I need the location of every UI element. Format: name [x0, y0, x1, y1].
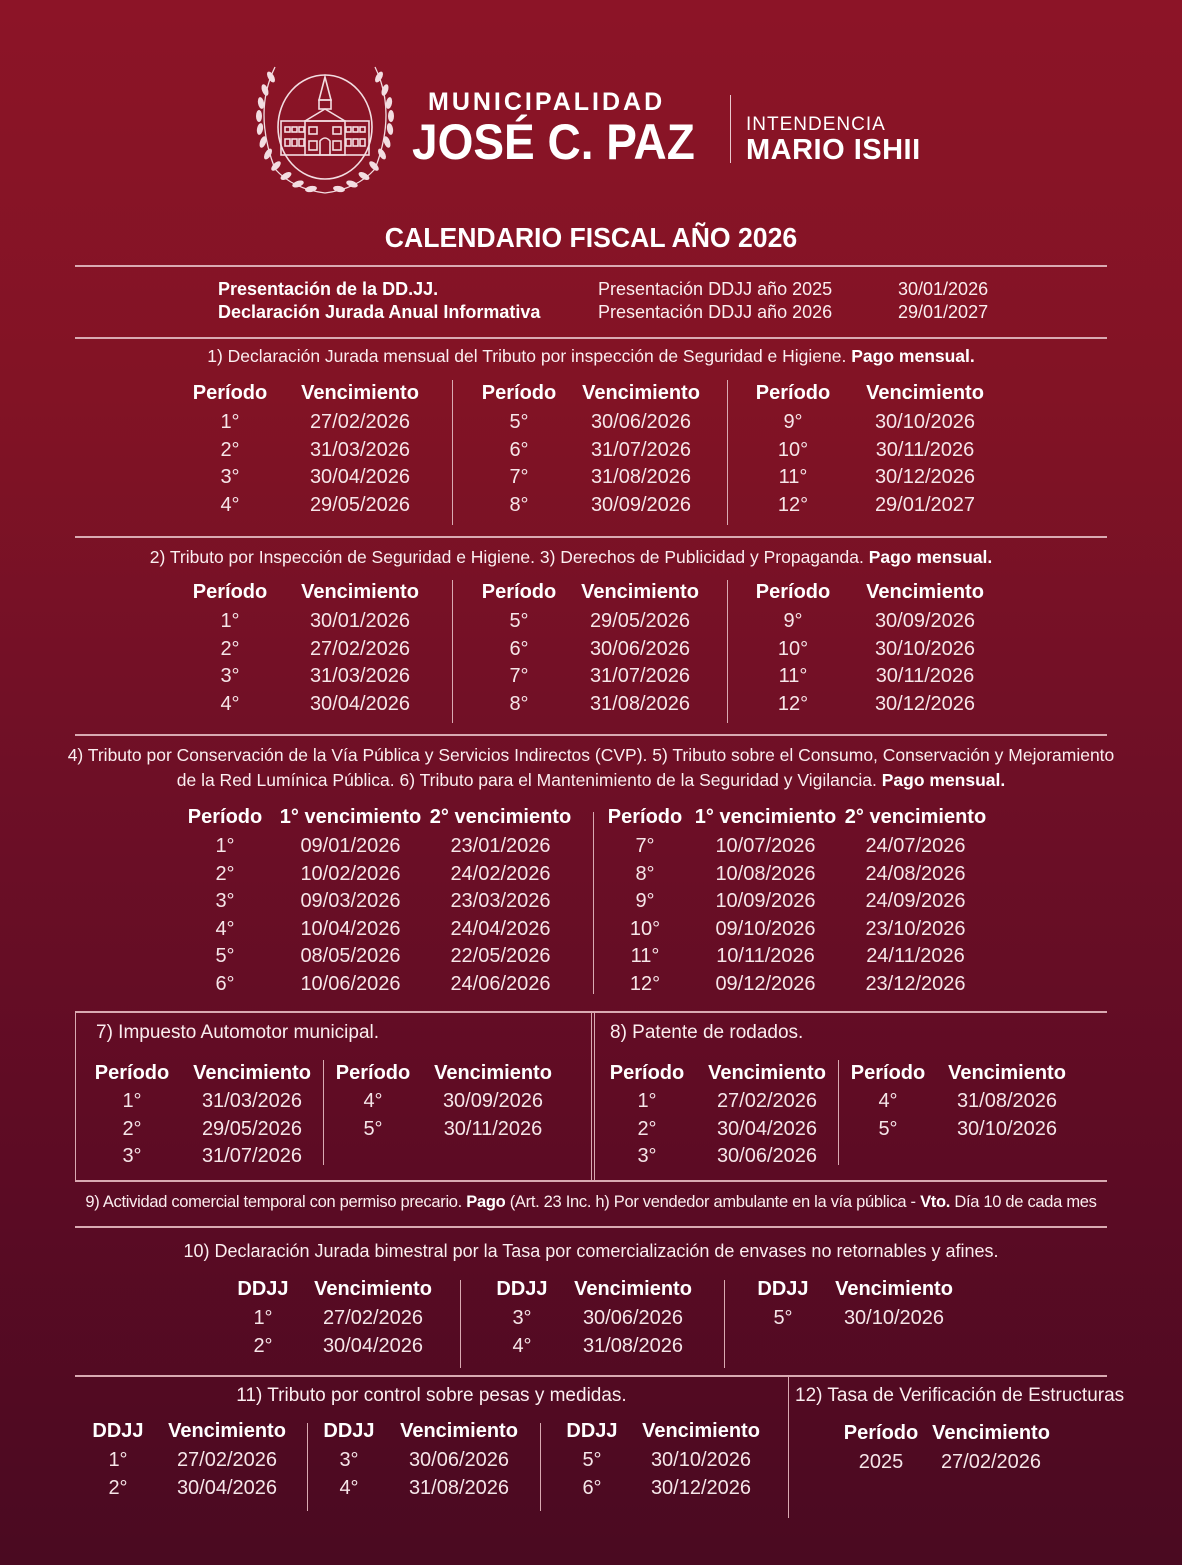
box-border	[594, 1011, 595, 1181]
period-cell: 3°	[122, 1145, 142, 1167]
period-cell: 3°	[220, 466, 240, 488]
ddjj-cell: 1°	[253, 1307, 273, 1329]
period-cell: 2°	[215, 862, 235, 885]
due-date-cell: 30/11/2026	[875, 438, 975, 461]
column-header-due2: 2° vencimiento	[429, 806, 572, 828]
period-cell: 1°	[215, 835, 235, 857]
city-name: JOSÉ C. PAZ	[412, 114, 695, 170]
column-header-due: Vencimiento	[948, 1062, 1066, 1084]
section-12-title: 12) Tasa de Verificación de Estructuras	[795, 1385, 1125, 1406]
period-cell: 5°	[363, 1117, 383, 1140]
due1-date-cell: 10/09/2026	[715, 890, 816, 912]
ddjj-label-1: Presentación de la DD.JJ.	[218, 279, 439, 299]
divider	[75, 1180, 1107, 1182]
ddjj-cell: 4°	[339, 1476, 359, 1499]
due1-date-cell: 10/07/2026	[715, 835, 816, 857]
due2-date-cell: 23/01/2026	[450, 835, 551, 857]
due-date-cell: 31/08/2026	[589, 692, 691, 715]
column-header-period: Período	[609, 1062, 685, 1084]
column-divider	[593, 812, 594, 994]
column-divider	[460, 1280, 461, 1368]
due1-date-cell: 10/08/2026	[715, 862, 816, 885]
due-date-cell: 27/02/2026	[322, 1307, 424, 1329]
period-cell: 5°	[509, 411, 529, 433]
due1-date-cell: 09/10/2026	[715, 917, 816, 940]
period-cell: 1°	[220, 610, 240, 632]
column-header-period: Período	[187, 806, 263, 828]
column-header-period: Período	[607, 806, 683, 828]
column-header-due: Vencimiento	[434, 1062, 552, 1084]
period-cell: 5°	[509, 610, 529, 632]
due-date-cell: 31/08/2026	[590, 466, 692, 488]
column-header-period: Período	[755, 581, 831, 603]
due-date-cell: 29/05/2026	[201, 1117, 303, 1140]
period-cell: 3°	[637, 1145, 657, 1167]
section-title-text: 2) Tributo por Inspección de Seguridad e Higiene. 3) Derechos de Publicidad y Propaganda.	[149, 547, 864, 567]
section-11-title: 11) Tributo por control sobre pesas y medidas.	[236, 1385, 627, 1406]
column-header-due1: 1° vencimiento	[279, 806, 422, 828]
section-title-text: de la Red Lumínica Pública. 6) Tributo para el Mantenimiento de la Seguridad y Vigilancia.	[176, 770, 877, 790]
period-cell: 4°	[215, 917, 235, 940]
section-1-title	[0, 346, 1182, 367]
section-9-part: Día 10 de cada mes	[954, 1193, 1097, 1211]
ddjj-cell: 2°	[108, 1476, 128, 1499]
due-date-cell: 31/07/2026	[589, 665, 691, 687]
column-header-due: Vencimiento	[581, 581, 699, 603]
ddjj-row-desc: Presentación DDJJ año 2026	[598, 302, 833, 322]
column-header-period: Período	[94, 1062, 170, 1084]
column-header-due: Vencimiento	[168, 1420, 286, 1442]
mayor-name: MARIO ISHII	[746, 134, 921, 166]
period-cell: 8°	[509, 493, 529, 516]
ddjj-cell: 3°	[339, 1449, 359, 1471]
due-date-cell: 30/10/2026	[843, 1307, 945, 1329]
due1-date-cell: 08/05/2026	[300, 945, 401, 967]
period-cell: 1°	[122, 1090, 142, 1112]
column-header-period: Período	[192, 382, 268, 404]
section-4-title-line2	[0, 770, 1182, 791]
header-divider	[730, 95, 731, 163]
period-cell: 10°	[629, 917, 661, 940]
due1-date-cell: 09/03/2026	[300, 890, 401, 912]
due1-date-cell: 10/02/2026	[300, 862, 401, 885]
ddjj-cell: 6°	[582, 1476, 602, 1499]
due1-date-cell: 10/04/2026	[300, 917, 401, 940]
period-cell: 6°	[215, 972, 235, 995]
period-cell: 1°	[637, 1090, 657, 1112]
due-date-cell: 30/09/2026	[442, 1090, 544, 1112]
period-cell: 11°	[630, 945, 660, 967]
section-9-part: 9) Actividad comercial temporal con permiso precario.	[85, 1193, 462, 1211]
column-header-ddjj: DDJJ	[323, 1420, 375, 1442]
column-header-due: Vencimiento	[835, 1278, 953, 1300]
due2-date-cell: 23/10/2026	[865, 917, 966, 940]
period-cell: 9°	[783, 610, 803, 632]
period-cell: 2025	[858, 1451, 904, 1473]
ddjj-row-date: 29/01/2027	[898, 302, 989, 322]
due-date-cell: 30/09/2026	[874, 610, 976, 632]
column-header-due: Vencimiento	[866, 581, 984, 603]
due-date-cell: 30/11/2026	[443, 1117, 543, 1140]
period-cell: 5°	[878, 1117, 898, 1140]
column-divider	[724, 1280, 725, 1368]
municipal-building-laurel-emblem-icon	[245, 57, 405, 197]
column-header-due: Vencimiento	[866, 382, 984, 404]
section-2-title	[0, 547, 1142, 568]
column-header-period: Período	[481, 382, 557, 404]
column-header-period: Período	[192, 581, 268, 603]
due-date-cell: 31/08/2026	[956, 1090, 1058, 1112]
section-9-bold: Pago	[466, 1193, 506, 1211]
due-date-cell: 30/06/2026	[590, 411, 692, 433]
due1-date-cell: 09/01/2026	[300, 835, 401, 857]
column-header-period: Período	[850, 1062, 926, 1084]
divider	[75, 734, 1107, 736]
ddjj-cell: 4°	[512, 1334, 532, 1357]
section-title-bold: Pago mensual.	[881, 770, 1006, 790]
due1-date-cell: 10/11/2026	[716, 945, 815, 967]
period-cell: 1°	[220, 411, 240, 433]
section-9-bold: Vto.	[920, 1193, 951, 1211]
period-cell: 4°	[220, 692, 240, 715]
period-cell: 12°	[777, 692, 809, 715]
column-header-ddjj: DDJJ	[757, 1278, 809, 1300]
due-date-cell: 31/08/2026	[408, 1476, 510, 1499]
ddjj-cell: 3°	[512, 1307, 532, 1329]
period-cell: 6°	[509, 637, 529, 660]
period-cell: 8°	[509, 692, 529, 715]
due-date-cell: 30/06/2026	[716, 1145, 818, 1167]
ddjj-row-desc: Presentación DDJJ año 2025	[598, 279, 833, 299]
column-divider	[323, 1060, 324, 1165]
column-header-due1: 1° vencimiento	[694, 806, 837, 828]
due2-date-cell: 24/11/2026	[866, 945, 965, 967]
column-header-due: Vencimiento	[932, 1422, 1050, 1444]
due-date-cell: 30/12/2026	[874, 466, 976, 488]
period-cell: 7°	[509, 466, 529, 488]
due-date-cell: 30/10/2026	[956, 1117, 1058, 1140]
due-date-cell: 29/05/2026	[309, 493, 411, 516]
due2-date-cell: 22/05/2026	[450, 945, 551, 967]
divider	[75, 1226, 1107, 1228]
due2-date-cell: 24/04/2026	[450, 917, 551, 940]
box-border	[788, 1375, 789, 1518]
period-cell: 8°	[635, 862, 655, 885]
divider	[75, 337, 1107, 339]
period-cell: 6°	[509, 438, 529, 461]
period-cell: 2°	[220, 438, 240, 461]
column-header-due: Vencimiento	[193, 1062, 311, 1084]
period-cell: 3°	[215, 890, 235, 912]
period-cell: 11°	[778, 466, 808, 488]
due-date-cell: 31/07/2026	[590, 438, 692, 461]
due2-date-cell: 24/02/2026	[450, 862, 551, 885]
due-date-cell: 31/03/2026	[201, 1090, 303, 1112]
column-divider	[452, 380, 453, 525]
due-date-cell: 27/02/2026	[309, 637, 411, 660]
due-date-cell: 31/03/2026	[309, 665, 411, 687]
ddjj-row-date: 30/01/2026	[898, 279, 989, 299]
due1-date-cell: 10/06/2026	[300, 972, 401, 995]
due-date-cell: 30/04/2026	[309, 692, 411, 715]
section-9-text	[0, 1193, 1182, 1212]
due-date-cell: 27/02/2026	[716, 1090, 818, 1112]
section-title-bold: Pago mensual.	[868, 547, 993, 567]
section-8-title: 8) Patente de rodados.	[610, 1022, 804, 1043]
due2-date-cell: 24/09/2026	[865, 890, 966, 912]
column-header-due: Vencimiento	[301, 581, 419, 603]
due-date-cell: 30/06/2026	[582, 1307, 684, 1329]
due-date-cell: 29/05/2026	[589, 610, 691, 632]
column-header-period: Período	[755, 382, 831, 404]
column-divider	[727, 580, 728, 723]
due-date-cell: 27/02/2026	[176, 1449, 278, 1471]
column-header-period: Período	[481, 581, 557, 603]
divider	[75, 1375, 1107, 1377]
due-date-cell: 31/03/2026	[309, 438, 411, 461]
section-10-title: 10) Declaración Jurada bimestral por la Tasa por comercialización de envases no retornables y afines.	[183, 1241, 999, 1261]
due-date-cell: 30/04/2026	[309, 466, 411, 488]
due2-date-cell: 24/08/2026	[865, 862, 966, 885]
column-header-due2: 2° vencimiento	[844, 806, 987, 828]
period-cell: 5°	[215, 945, 235, 967]
column-header-ddjj: DDJJ	[92, 1420, 144, 1442]
period-cell: 10°	[777, 438, 809, 461]
column-header-due: Vencimiento	[301, 382, 419, 404]
due-date-cell: 30/11/2026	[875, 665, 975, 687]
column-header-ddjj: DDJJ	[566, 1420, 618, 1442]
period-cell: 11°	[778, 665, 808, 687]
column-divider	[452, 580, 453, 723]
municipality-label: MUNICIPALIDAD	[428, 88, 666, 116]
period-cell: 12°	[777, 493, 809, 516]
due-date-cell: 27/02/2026	[309, 411, 411, 433]
ddjj-cell: 1°	[108, 1449, 128, 1471]
section-9-part: (Art. 23 Inc. h) Por vendedor ambulante en la vía pública -	[509, 1193, 916, 1211]
period-cell: 7°	[635, 835, 655, 857]
column-divider	[727, 380, 728, 525]
due-date-cell: 30/06/2026	[589, 637, 691, 660]
column-header-ddjj: DDJJ	[496, 1278, 548, 1300]
due-date-cell: 30/04/2026	[176, 1476, 278, 1499]
section-title-bold: Pago mensual.	[851, 346, 975, 366]
due-date-cell: 31/07/2026	[201, 1145, 303, 1167]
due-date-cell: 30/06/2026	[408, 1449, 510, 1471]
due-date-cell: 30/12/2026	[650, 1476, 752, 1499]
period-cell: 4°	[220, 493, 240, 516]
due-date-cell: 30/09/2026	[590, 493, 692, 516]
due-date-cell: 30/04/2026	[716, 1117, 818, 1140]
period-cell: 4°	[878, 1090, 898, 1112]
due1-date-cell: 09/12/2026	[715, 972, 816, 995]
box-border	[75, 1011, 76, 1181]
due-date-cell: 30/10/2026	[650, 1449, 752, 1471]
ddjj-cell: 5°	[773, 1307, 793, 1329]
period-cell: 2°	[637, 1117, 657, 1140]
column-header-period: Período	[335, 1062, 411, 1084]
period-cell: 4°	[363, 1090, 383, 1112]
due2-date-cell: 24/07/2026	[865, 835, 966, 857]
divider	[75, 265, 1107, 267]
due2-date-cell: 23/12/2026	[865, 972, 966, 995]
due-date-cell: 29/01/2027	[874, 493, 976, 516]
due-date-cell: 30/01/2026	[309, 610, 411, 632]
column-header-due: Vencimiento	[400, 1420, 518, 1442]
column-divider	[540, 1423, 541, 1511]
column-header-due: Vencimiento	[314, 1278, 432, 1300]
period-cell: 9°	[635, 890, 655, 912]
due-date-cell: 30/10/2026	[874, 411, 976, 433]
box-border	[591, 1011, 592, 1181]
column-header-period: Período	[843, 1422, 919, 1444]
due-date-cell: 30/04/2026	[322, 1334, 424, 1357]
section-7-title: 7) Impuesto Automotor municipal.	[96, 1022, 380, 1043]
period-cell: 10°	[777, 637, 809, 660]
period-cell: 2°	[122, 1117, 142, 1140]
column-divider	[838, 1060, 839, 1165]
divider	[75, 536, 1107, 538]
column-header-due: Vencimiento	[574, 1278, 692, 1300]
due-date-cell: 30/12/2026	[874, 692, 976, 715]
due-date-cell: 30/10/2026	[874, 637, 976, 660]
ddjj-label-2: Declaración Jurada Anual Informativa	[218, 302, 541, 322]
due-date-cell: 31/08/2026	[582, 1334, 684, 1357]
due2-date-cell: 23/03/2026	[450, 890, 551, 912]
ddjj-cell: 5°	[582, 1449, 602, 1471]
period-cell: 12°	[629, 972, 661, 995]
page-title: CALENDARIO FISCAL AÑO 2026	[384, 222, 798, 253]
section-4-title-line1: 4) Tributo por Conservación de la Vía Pública y Servicios Indirectos (CVP). 5) Tributo sobre el Consumo, Conservación y Mejoramiento	[67, 745, 1115, 765]
period-cell: 2°	[220, 637, 240, 660]
period-cell: 3°	[220, 665, 240, 687]
section-title-text: 1) Declaración Jurada mensual del Tributo por inspección de Seguridad e Higiene.	[207, 346, 847, 366]
due2-date-cell: 24/06/2026	[450, 972, 551, 995]
column-divider	[307, 1423, 308, 1511]
period-cell: 7°	[509, 665, 529, 687]
period-cell: 9°	[783, 411, 803, 433]
column-header-due: Vencimiento	[708, 1062, 826, 1084]
column-header-due: Vencimiento	[642, 1420, 760, 1442]
column-header-due: Vencimiento	[582, 382, 700, 404]
due-date-cell: 27/02/2026	[940, 1451, 1042, 1473]
ddjj-cell: 2°	[253, 1334, 273, 1357]
column-header-ddjj: DDJJ	[237, 1278, 289, 1300]
intendencia-label: INTENDENCIA	[746, 114, 886, 135]
